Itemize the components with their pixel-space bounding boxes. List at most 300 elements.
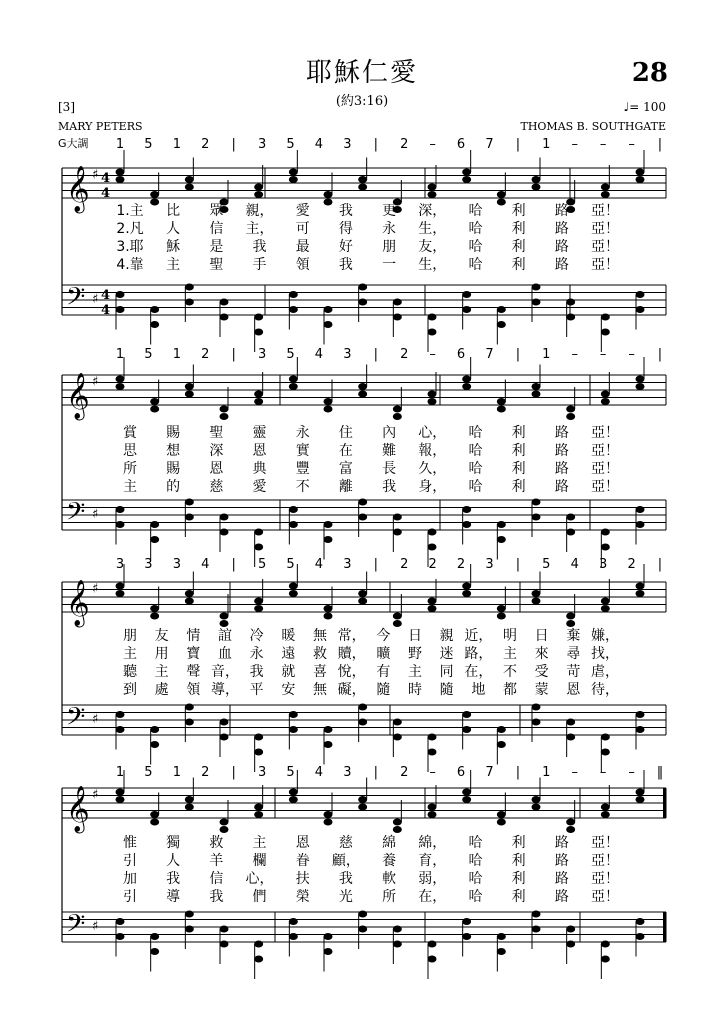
jianpu-note: 6 [456,347,466,362]
lyric-syllable: 野 [408,646,422,662]
lyric-syllable: 利 [511,221,526,237]
lyric-syllable: 就 [281,664,296,680]
lyric-syllable: 路 [554,257,569,273]
note-head [462,383,471,390]
jianpu-note: 3 [257,347,267,362]
jianpu-barline: | [231,765,236,780]
note-head [220,819,229,826]
lyric-syllable: 路 [554,871,569,887]
jianpu-note: 2 [201,765,210,780]
lyric-syllable: 綿 [382,835,397,851]
note-head [220,926,229,933]
note-head [532,299,541,306]
lyric-syllable: 愛 [295,203,310,219]
jianpu-note: 1 [172,137,181,152]
lyric-syllable: 扶 [295,871,310,887]
note-head [428,184,437,191]
note-head [358,804,367,811]
note-head [566,314,575,321]
lyric-syllable: 主 [166,257,181,273]
note-head [532,391,541,398]
note-head [150,741,159,748]
note-head [185,383,194,390]
system-2 [62,347,666,567]
note-head [393,620,402,627]
note-head [358,299,367,306]
note-head [393,299,402,306]
jianpu-note: 1 [542,347,551,362]
tempo-value: = 100 [629,100,666,114]
note-head [566,413,575,420]
lyric-syllable: 明 [503,628,517,644]
jianpu-note: – [599,137,607,152]
note-head [566,826,575,833]
jianpu-note: 3 [115,557,125,572]
lyric-syllable: 亞！ [591,853,619,869]
lyric-syllable: 難 [382,443,397,459]
note-head [497,948,506,955]
lyric-syllable: 亞！ [591,889,619,905]
lyric-syllable: 亞！ [591,221,619,237]
lyric-syllable: 深 [209,443,224,459]
note-head [358,176,367,183]
note-head [428,329,437,336]
hymn-title: 耶穌仁愛 [305,58,418,88]
note-head [116,176,125,183]
note-head [289,376,298,383]
note-head [636,506,645,513]
lyric-syllable: 慈 [209,479,224,495]
lyric-syllable: 時 [408,682,422,698]
lyric-syllable: 嫌， [591,628,619,644]
lyric-syllable: 常， [337,628,366,644]
jianpu-note: 5 [286,137,295,152]
lyric-syllable: 不 [295,479,310,495]
note-head [532,383,541,390]
note-head [462,506,471,513]
lyric-syllable: 我 [338,871,353,887]
jianpu-barline: | [657,347,663,362]
lyric-syllable: 手 [252,257,267,273]
system-4 [62,765,666,979]
bass-clef-icon: 𝄢 [66,497,86,533]
note-head [324,321,333,328]
note-head [289,789,298,796]
jianpu-note: 2 [400,347,409,362]
note-head [497,726,506,733]
lyric-syllable: 榮 [295,889,310,905]
note-head [220,299,229,306]
note-head [532,514,541,521]
note-head [116,521,125,528]
lyric-syllable: 友， [418,239,447,255]
jianpu-note: 5 [144,137,153,152]
time-signature: 4 [101,288,111,303]
note-head [116,933,125,940]
lyric-syllable: 主 [154,664,169,680]
note-head [428,598,437,605]
note-head [220,826,229,833]
lyric-syllable: 路， [464,646,493,662]
jianpu-note: 1 [115,765,125,780]
lyric-syllable: 弱， [418,871,447,887]
note-head [358,499,367,506]
lyric-syllable: 軟 [382,871,397,887]
note-head [185,719,194,726]
note-head [393,819,402,826]
lyric-syllable: 血 [218,646,232,662]
lyric-syllable: 富 [338,461,353,477]
jianpu-note: 5 [286,347,295,362]
lyric-syllable: 有 [376,664,391,680]
note-head [358,796,367,803]
lyric-syllable: 信 [209,871,224,887]
jianpu-barline: ‖ [656,765,664,780]
lyric-syllable: 導 [166,889,181,905]
note-head [220,514,229,521]
note-head [462,176,471,183]
jianpu-barline: | [515,137,521,152]
sharp-icon: ♯ [92,712,99,727]
jianpu-note: 7 [485,765,494,780]
jianpu-note: 2 [400,765,409,780]
lyric-syllable: 養 [382,853,397,869]
lyric-syllable: 亞！ [591,257,619,273]
lyric-syllable: 信 [209,221,224,237]
lyric-syllable: 我 [338,203,353,219]
lyric-syllable: 主 [123,479,137,495]
lyric-syllable: 都 [503,682,517,698]
note-head [636,306,645,313]
lyric-syllable: 眷 [295,853,310,869]
note-head [358,383,367,390]
lyric-syllable: 主 [503,646,517,662]
sharp-icon: ♯ [92,374,99,390]
jianpu-barline: | [373,137,378,152]
note-head [358,284,367,291]
lyric-syllable: 哈 [468,221,483,237]
note-head [185,590,194,597]
note-head [636,583,645,590]
note-head [324,613,333,620]
note-head [289,306,298,313]
note-head [185,514,194,521]
jianpu-note: 1 [542,137,551,152]
note-head [532,184,541,191]
note-head [462,306,471,313]
lyric-syllable: 顧， [331,853,360,869]
lyric-syllable: 哈 [468,871,483,887]
jianpu-note: 4 [201,557,210,572]
lyric-syllable: 我 [209,889,224,905]
lyric-syllable: 獨 [166,835,181,851]
note-head [601,956,610,963]
note-head [428,391,437,398]
lyric-syllable: 尋 [566,646,581,662]
lyric-syllable: 朋 [382,239,397,255]
lyric-syllable: 哈 [468,461,483,477]
note-head [289,590,298,597]
lyric-syllable: 贖， [337,646,366,662]
note-head [428,605,437,612]
final-barline [663,912,666,942]
note-head [497,613,506,620]
note-head [497,398,506,405]
lyric-syllable: 利 [511,835,526,851]
note-head [289,506,298,513]
note-head [636,711,645,718]
lyric-syllable: 路 [554,203,569,219]
lyric-syllable: 平 [249,682,264,698]
note-head [358,590,367,597]
jianpu-note: – [628,347,635,362]
lyric-syllable: 心， [418,425,447,441]
jianpu-barline: | [373,347,378,362]
lyric-syllable: 誼 [218,628,232,644]
jianpu-note: 1 [542,765,551,780]
lyric-syllable: 哈 [468,853,483,869]
note-head [185,499,194,506]
lyric-syllable: 地 [471,682,486,698]
lyric-syllable: 導， [211,682,239,698]
note-head [566,819,575,826]
lyric-syllable: 生， [418,257,447,273]
lyric-syllable: 穌 [166,239,181,255]
lyric-syllable: 親 [439,628,454,644]
jianpu-barline: | [373,765,378,780]
lyric-syllable: 恩 [252,443,267,459]
note-head [254,184,263,191]
note-head [497,199,506,206]
note-head [636,789,645,796]
note-head [601,529,610,536]
note-head [566,406,575,413]
lyric-syllable: 寶 [186,646,201,662]
note-head [150,819,159,826]
note-head [462,583,471,590]
lyric-syllable: 在， [464,664,493,680]
jianpu-note: – [628,765,635,780]
index-label: [3] [58,100,75,114]
note-head [636,291,645,298]
lyric-syllable: 聖 [209,425,224,441]
lyric-syllable: 利 [511,461,526,477]
note-head [497,811,506,818]
lyric-syllable: 用 [154,646,169,662]
lyric-syllable: 實 [295,443,310,459]
lyric-syllable: 領 [186,682,201,698]
note-head [185,184,194,191]
lyric-syllable: 利 [511,443,526,459]
lyric-syllable: 找， [591,646,619,662]
note-head [497,321,506,328]
lyric-syllable: 亞！ [591,835,619,851]
lyric-syllable: 住 [338,425,353,441]
lyric-syllable: 虐， [591,664,619,680]
jianpu-note: 3 [257,765,267,780]
jianpu-note: 2 [627,557,636,572]
note-head [393,406,402,413]
treble-clef-icon: 𝄞 [66,373,90,419]
lyric-syllable: 隨 [439,682,454,698]
lyric-syllable: 一 [382,257,397,273]
note-head [289,583,298,590]
jianpu-barline: | [515,347,521,362]
lyric-syllable: 路 [554,853,569,869]
jianpu-note: – [599,347,607,362]
lyric-syllable: 暖 [281,628,296,644]
note-head [150,398,159,405]
lyric-syllable: 比 [166,203,181,219]
lyric-syllable: 報， [418,443,447,459]
bass-clef-icon: 𝄢 [66,702,86,738]
lyric-syllable: 生， [418,221,447,237]
lyric-syllable: 賜 [166,425,181,441]
note-head [324,819,333,826]
note-head [254,391,263,398]
lyric-syllable: 哈 [468,443,483,459]
lyric-syllable: 聽 [123,664,137,680]
lyric-syllable: 恩 [295,835,310,851]
note-head [566,719,575,726]
jianpu-note: 3 [343,347,352,362]
lyric-syllable: 引 [123,889,137,905]
lyric-syllable: 路 [554,461,569,477]
note-head [428,529,437,536]
note-head [185,911,194,918]
note-head [254,749,263,756]
bass-clef-icon: 𝄢 [66,282,86,318]
note-head [289,291,298,298]
note-head [428,544,437,551]
note-head [462,521,471,528]
lyric-syllable: 哈 [468,889,483,905]
lyric-syllable: 賞 [123,425,137,441]
jianpu-note: – [628,137,635,152]
note-head [116,583,125,590]
note-head [601,598,610,605]
jianpu-note: – [429,765,436,780]
lyric-syllable: 安 [281,682,296,698]
note-head [358,598,367,605]
note-head [393,514,402,521]
jianpu-note: 7 [485,347,494,362]
lyric-syllable: 育， [418,853,447,869]
treble-clef-icon: 𝄞 [66,786,90,832]
lyric-syllable: 主 [123,646,137,662]
lyric-syllable: 恩 [566,682,581,698]
lyric-syllable: 欄 [252,853,267,869]
lyric-syllable: 喜 [313,664,327,680]
note-head [150,933,159,940]
jianpu-note: – [429,347,436,362]
lyric-syllable: 路 [554,479,569,495]
lyric-syllable: 深， [418,203,447,219]
lyric-syllable: 哈 [468,257,483,273]
lyric-syllable: 是 [209,239,224,255]
key-signature-label: G大調 [58,137,89,150]
note-head [636,726,645,733]
jianpu-barline: | [657,137,663,152]
jianpu-note: 2 [201,347,210,362]
lyric-syllable: 我 [382,479,397,495]
lyric-syllable: 主， [245,221,274,237]
lyric-syllable: 救 [313,646,327,662]
note-head [254,941,263,948]
lyric-syllable: 利 [511,257,526,273]
note-head [636,169,645,176]
note-head [601,314,610,321]
note-head [220,941,229,948]
jianpu-barline: | [373,557,378,572]
lyric-syllable: 悅， [337,664,366,680]
note-head [601,941,610,948]
lyric-syllable: 的 [166,479,181,495]
lyric-syllable: 在 [338,443,353,459]
note-head [358,391,367,398]
lyric-syllable: 救 [209,835,224,851]
note-head [254,811,263,818]
lyric-syllable: 遠 [281,646,296,662]
lyric-syllable: 亞！ [591,461,619,477]
lyric-syllable: 曠 [376,646,391,662]
note-head [462,918,471,925]
note-head [220,314,229,321]
note-head [116,291,125,298]
treble-clef-icon: 𝄞 [66,166,90,212]
note-head [532,590,541,597]
jianpu-note: 7 [485,137,494,152]
note-head [220,620,229,627]
lyric-syllable: 亞！ [591,479,619,495]
lyric-syllable: 主 [252,835,267,851]
system-1 [62,137,666,352]
note-head [636,383,645,390]
lyric-syllable: 最 [295,239,310,255]
note-head [324,521,333,528]
sharp-icon: ♯ [92,787,99,803]
jianpu-note: – [429,137,436,152]
note-head [324,536,333,543]
note-head [289,176,298,183]
note-head [462,711,471,718]
note-head [601,749,610,756]
note-head [393,826,402,833]
lyric-syllable: 來 [534,646,549,662]
jianpu-note: 2 [201,137,210,152]
note-head [254,529,263,536]
jianpu-note: 3 [343,557,352,572]
lyric-syllable: 永 [249,646,264,662]
note-head [428,811,437,818]
jianpu-note: – [571,137,578,152]
final-barline [663,788,666,818]
sharp-icon: ♯ [92,919,99,934]
note-head [358,184,367,191]
jianpu-note: 3 [172,557,181,572]
jianpu-note: 1 [172,347,181,362]
note-head [497,406,506,413]
note-head [289,933,298,940]
note-head [150,726,159,733]
lyric-syllable: 路 [554,835,569,851]
jianpu-note: 3 [599,557,608,572]
lyric-syllable: 今 [376,628,391,644]
lyric-syllable: 領 [295,257,310,273]
lyric-syllable: 日 [408,628,422,644]
jianpu-note: – [571,765,578,780]
jianpu-note: 3 [485,557,494,572]
